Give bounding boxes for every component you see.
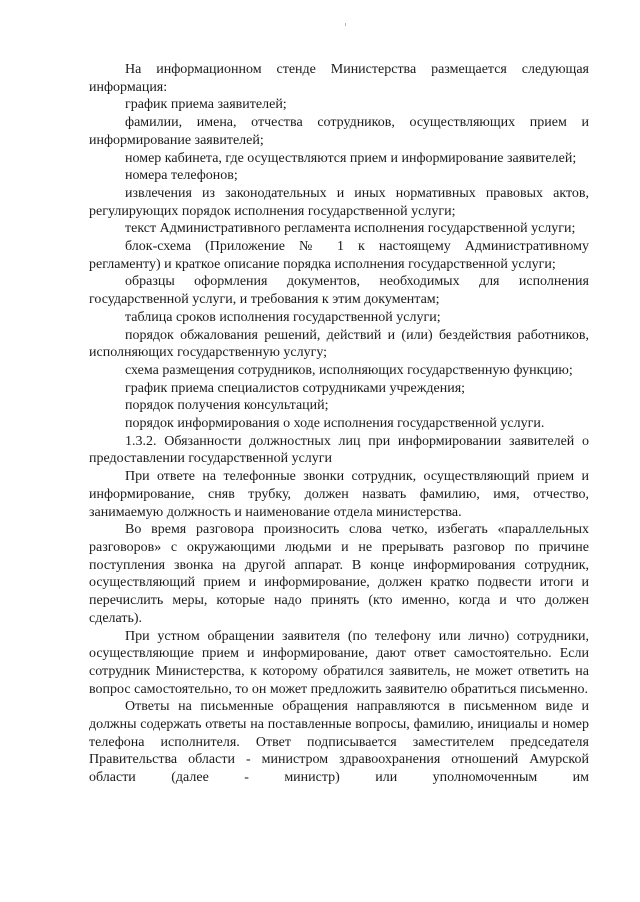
list-item-specialist-schedule: график приема специалистов сотрудниками учреждения; [125,380,466,396]
scan-mark [345,23,346,26]
list-item-appeal-procedure: порядок обжалования решений, действий и (или) бездействия работников, исполняющих государственную услугу; [89,327,589,361]
paragraph-oral-requests: При устном обращении заявителя (по телефону или лично) сотрудники, осуществляющие прием и информирование, дают ответ самостоятельно. Если сотрудник Министерства, к которому обратился заявитель, не может ответить на вопрос самостоятельно, то он может предложить заявителю обратиться письменно. [89,628,589,697]
list-item-flowchart: блок-схема (Приложение № 1 к настоящему Административному регламенту) и краткое описание порядка исполнения государственной услуги; [89,239,589,272]
list-item-schedule: график приема заявителей; [125,97,287,113]
section-heading-1-3-2: 1.3.2. Обязанности должностных лиц при информировании заявителей о предоставлении государственной услуги [89,433,589,467]
paragraph-stand-intro: На информационном стенде Министерства размещается следующая информация: [89,62,589,95]
list-item-document-samples: образцы оформления документов, необходимых для исполнения государственной услуги, и требования к этим документам; [89,274,589,308]
paragraph-phone-calls: При ответе на телефонные звонки сотрудник, осуществляющий прием и информирование, сняв трубку, должен назвать фамилию, имя, отчество, занимаемую должность и наименование отдела министерства. [89,469,589,520]
list-item-staff-names: фамилии, имена, отчества сотрудников, осуществляющих прием и информирование заявителей; [89,115,589,148]
list-item-deadlines-table: таблица сроков исполнения государственной услуги; [125,309,441,325]
list-item-regulation-text: текст Административного регламента исполнения государственной услуги; [125,221,576,237]
list-item-consultations: порядок получения консультаций; [125,398,329,414]
list-item-legal-extracts: извлечения из законодательных и иных нормативных правовых актов, регулирующих порядок исполнения государственной услуги; [89,185,589,219]
paragraph-written-requests: Ответы на письменные обращения направляются в письменном виде и должны содержать ответы на поставленные вопросы, фамилию, инициалы и номер телефона исполнителя. Ответ подписывается заместителем председателя Правительства области - министром здравоохранения отношений Амурской области (далее - министр) или уполномоченным им [89,699,589,786]
paragraph-conversation: Во время разговора произносить слова четко, избегать «параллельных разговоров» с окружающими людьми и не прерывать разговор по причине поступления звонка на другой аппарат. В конце информирования сотрудник, осуществляющий прием и информирование, должен кратко подвести итоги и перечислить меры, которые надо принять (кто именно, когда и что должен сделать). [89,522,589,626]
document-body [89,61,589,787]
list-item-progress-info: порядок информирования о ходе исполнения государственной услуги. [125,416,545,432]
list-item-room-number: номер кабинета, где осуществляются прием и информирование заявителей; [125,150,577,166]
list-item-phones: номера телефонов; [125,168,238,184]
list-item-staff-layout: схема размещения сотрудников, исполняющих государственную функцию; [125,362,573,378]
